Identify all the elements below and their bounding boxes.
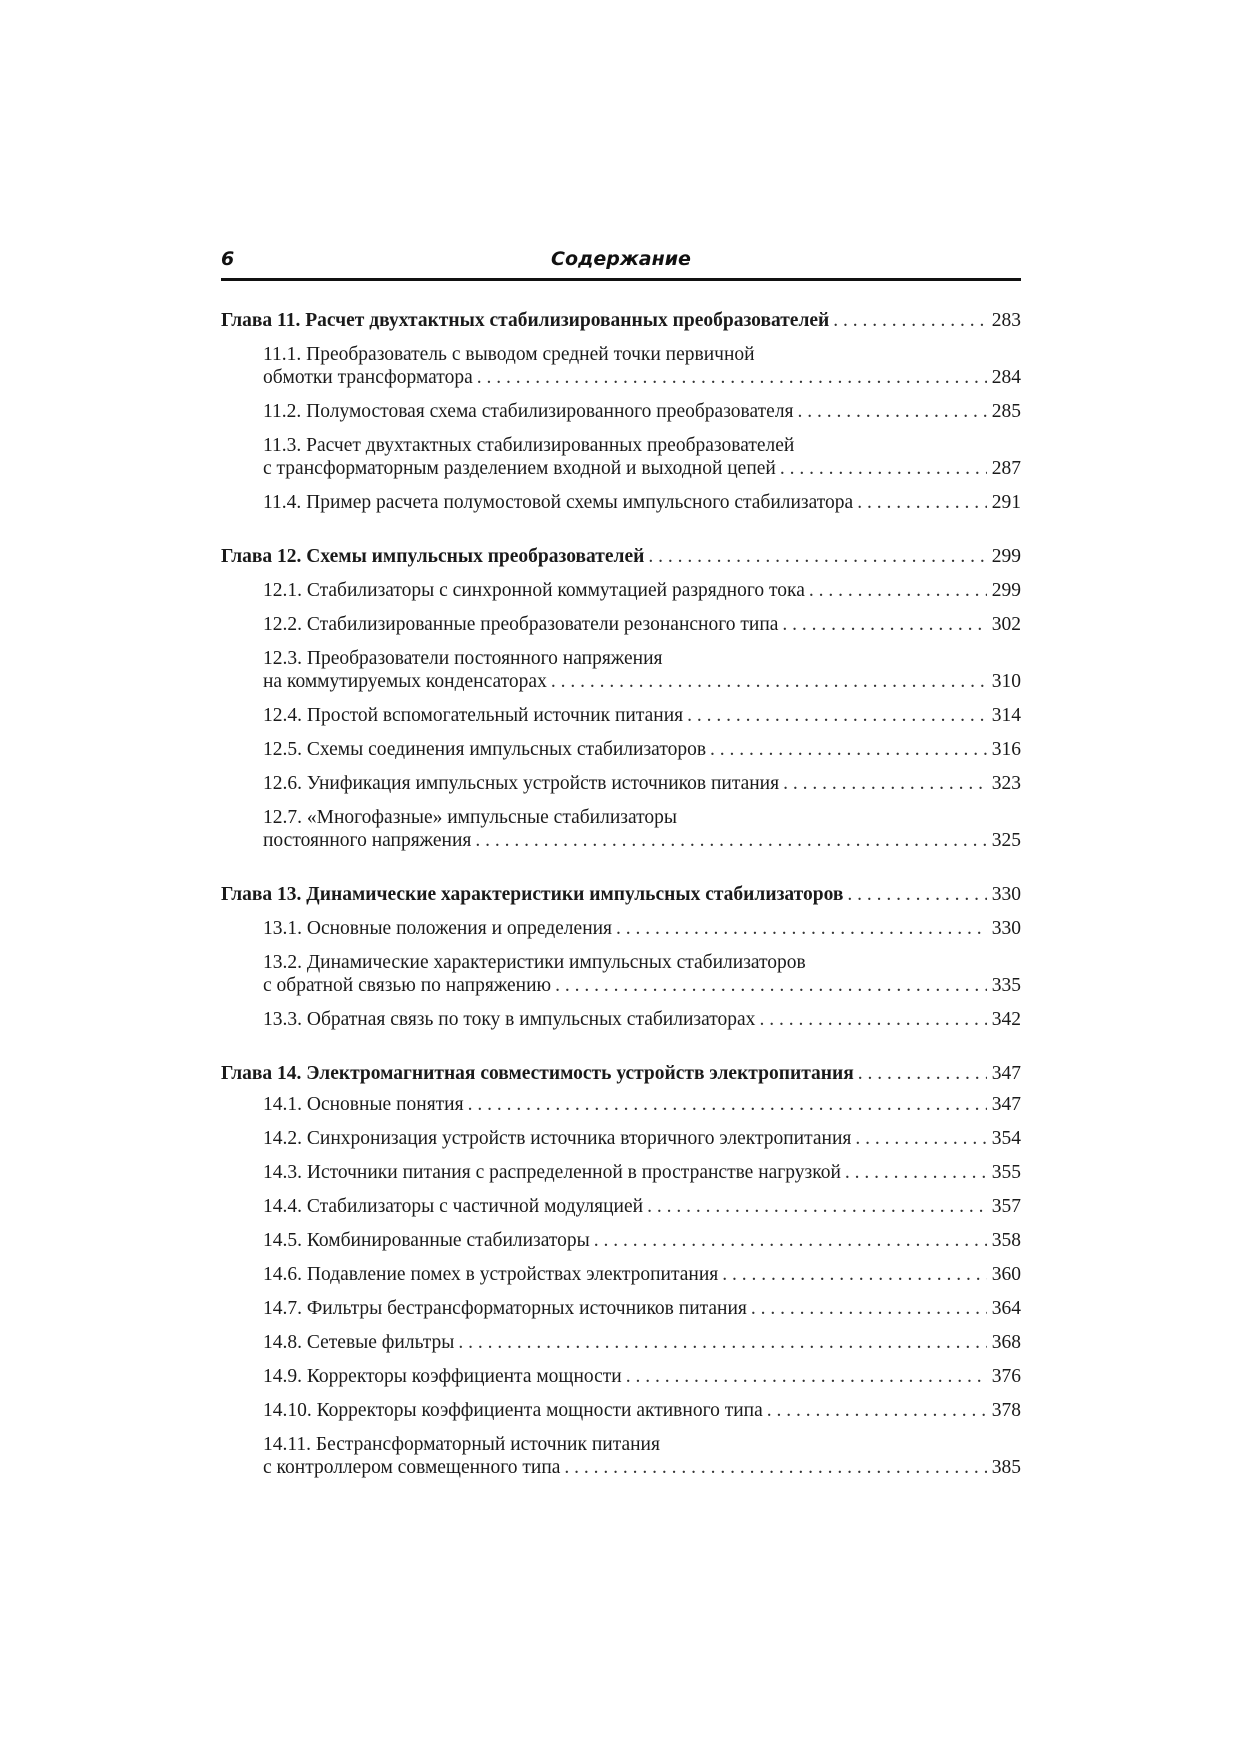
section-14-4: [263, 1195, 1021, 1218]
section-12-7-line1: 12.7. «Многофазные» импульсные стабилизаторы: [263, 807, 677, 828]
section-14-1-title: 14.1. Основные понятия: [263, 1094, 464, 1115]
section-11-3-line1: 11.3. Расчет двухтактных стабилизированных преобразователей: [263, 435, 795, 456]
section-11-2: [263, 400, 1021, 423]
section-14-9-page: 376: [991, 1366, 1021, 1387]
section-14-5: [263, 1229, 1021, 1252]
section-11-2-title: 11.2. Полумостовая схема стабилизированного преобразователя: [263, 401, 794, 422]
section-11-4-page: 291: [991, 492, 1021, 513]
chapter-12-group: [221, 545, 1021, 852]
section-13-3-title: 13.3. Обратная связь по току в импульсных стабилизаторах: [263, 1009, 756, 1030]
section-11-3: [263, 434, 1021, 480]
section-12-6: [263, 772, 1021, 795]
running-title: Содержание: [551, 248, 691, 270]
section-13-1: [263, 917, 1021, 940]
section-12-7-page: 325: [991, 830, 1021, 851]
section-11-1: [263, 343, 1021, 389]
chapter-13-page: 330: [991, 884, 1021, 905]
section-12-1-title: 12.1. Стабилизаторы с синхронной коммутацией разрядного тока: [263, 580, 805, 601]
dot-leader: [551, 670, 987, 693]
section-14-6-page: 360: [991, 1264, 1021, 1285]
section-14-9-title: 14.9. Корректоры коэффициента мощности: [263, 1366, 622, 1387]
section-12-4: [263, 704, 1021, 727]
section-14-10-page: 378: [991, 1400, 1021, 1421]
table-of-contents: [221, 309, 1021, 1510]
section-12-1: [263, 579, 1021, 602]
section-14-2: [263, 1127, 1021, 1150]
section-14-7: [263, 1297, 1021, 1320]
section-12-5-title: 12.5. Схемы соединения импульсных стабилизаторов: [263, 739, 707, 760]
section-12-3-line1: 12.3. Преобразователи постоянного напряжения: [263, 648, 663, 669]
section-11-3-line2: с трансформаторным разделением входной и выходной цепей: [263, 458, 776, 479]
chapter-13-entry: [221, 883, 1021, 906]
chapter-11-title: Глава 11. Расчет двухтактных стабилизированных преобразователей: [221, 310, 830, 331]
dot-leader: [722, 1263, 987, 1286]
dot-leader: [475, 829, 987, 852]
dot-leader: [759, 1008, 987, 1031]
section-14-6: [263, 1263, 1021, 1286]
section-14-5-page: 358: [991, 1230, 1021, 1251]
dot-leader: [751, 1297, 987, 1320]
section-13-1-page: 330: [991, 918, 1021, 939]
section-14-7-title: 14.7. Фильтры бестрансформаторных источников питания: [263, 1298, 747, 1319]
section-12-5-page: 316: [991, 739, 1021, 760]
chapter-14-page: 347: [991, 1063, 1021, 1084]
dot-leader: [767, 1399, 987, 1422]
section-12-2-page: 302: [991, 614, 1021, 635]
section-14-10: [263, 1399, 1021, 1422]
chapter-12-entry: [221, 545, 1021, 568]
section-11-1-line1: 11.1. Преобразователь с выводом средней точки первичной: [263, 344, 755, 365]
chapter-13-group: [221, 883, 1021, 1031]
section-14-3-page: 355: [991, 1162, 1021, 1183]
section-14-5-title: 14.5. Комбинированные стабилизаторы: [263, 1230, 590, 1251]
dot-leader: [647, 1195, 987, 1218]
section-14-2-page: 354: [991, 1128, 1021, 1149]
section-13-3-page: 342: [991, 1009, 1021, 1030]
section-14-8-page: 368: [991, 1332, 1021, 1353]
dot-leader: [555, 974, 987, 997]
dot-leader: [468, 1093, 987, 1116]
dot-leader: [833, 309, 987, 332]
dot-leader: [594, 1229, 987, 1252]
dot-leader: [857, 491, 987, 514]
section-14-6-title: 14.6. Подавление помех в устройствах электропитания: [263, 1264, 719, 1285]
section-14-11-page: 385: [991, 1457, 1021, 1478]
section-14-11-line1: 14.11. Бестрансформаторный источник питания: [263, 1434, 660, 1455]
dot-leader: [798, 400, 987, 423]
section-12-2: [263, 613, 1021, 636]
dot-leader: [845, 1161, 987, 1184]
chapter-12-title: Глава 12. Схемы импульсных преобразователей: [221, 546, 645, 567]
chapter-14-title: Глава 14. Электромагнитная совместимость устройств электропитания: [221, 1063, 854, 1084]
chapter-14-group: [221, 1062, 1021, 1479]
section-12-6-title: 12.6. Унификация импульсных устройств источников питания: [263, 773, 780, 794]
section-14-3-title: 14.3. Источники питания с распределенной в пространстве нагрузкой: [263, 1162, 841, 1183]
dot-leader: [648, 545, 987, 568]
chapter-11-page: 283: [991, 310, 1021, 331]
section-13-3: [263, 1008, 1021, 1031]
section-12-3-line2: на коммутируемых конденсаторах: [263, 671, 547, 692]
section-12-1-page: 299: [991, 580, 1021, 601]
dot-leader: [809, 579, 987, 602]
dot-leader: [782, 613, 987, 636]
section-14-7-page: 364: [991, 1298, 1021, 1319]
section-12-6-page: 323: [991, 773, 1021, 794]
dot-leader: [710, 738, 987, 761]
section-12-7: [263, 806, 1021, 852]
dot-leader: [780, 457, 987, 480]
section-14-11-line2: с контроллером совмещенного типа: [263, 1457, 561, 1478]
dot-leader: [847, 883, 987, 906]
dot-leader: [616, 917, 987, 940]
section-11-4: [263, 491, 1021, 514]
section-12-7-line2: постоянного напряжения: [263, 830, 472, 851]
dot-leader: [687, 704, 987, 727]
section-14-9: [263, 1365, 1021, 1388]
section-11-4-title: 11.4. Пример расчета полумостовой схемы импульсного стабилизатора: [263, 492, 854, 513]
section-14-11: [263, 1433, 1021, 1479]
section-14-3: [263, 1161, 1021, 1184]
section-11-3-page: 287: [991, 458, 1021, 479]
chapter-11-entry: [221, 309, 1021, 332]
section-14-8-title: 14.8. Сетевые фильтры: [263, 1332, 455, 1353]
dot-leader: [626, 1365, 987, 1388]
section-11-2-page: 285: [991, 401, 1021, 422]
section-14-8: [263, 1331, 1021, 1354]
section-13-1-title: 13.1. Основные положения и определения: [263, 918, 613, 939]
chapter-14-entry: [221, 1062, 1021, 1085]
dot-leader: [564, 1456, 987, 1479]
section-13-2-line2: с обратной связью по напряжению: [263, 975, 552, 996]
section-11-1-page: 284: [991, 367, 1021, 388]
section-12-4-title: 12.4. Простой вспомогательный источник питания: [263, 705, 684, 726]
section-12-2-title: 12.2. Стабилизированные преобразователи резонансного типа: [263, 614, 779, 635]
section-12-4-page: 314: [991, 705, 1021, 726]
section-14-4-page: 357: [991, 1196, 1021, 1217]
section-11-1-line2: обмотки трансформатора: [263, 367, 473, 388]
section-14-1: [263, 1093, 1021, 1116]
dot-leader: [477, 366, 987, 389]
dot-leader: [858, 1062, 987, 1085]
section-14-10-title: 14.10. Корректоры коэффициента мощности активного типа: [263, 1400, 763, 1421]
chapter-12-page: 299: [991, 546, 1021, 567]
section-14-1-page: 347: [991, 1094, 1021, 1115]
section-14-4-title: 14.4. Стабилизаторы с частичной модуляцией: [263, 1196, 644, 1217]
chapter-13-title: Глава 13. Динамические характеристики импульсных стабилизаторов: [221, 884, 844, 905]
chapter-11-group: [221, 309, 1021, 514]
section-13-2-line1: 13.2. Динамические характеристики импульсных стабилизаторов: [263, 952, 806, 973]
dot-leader: [458, 1331, 987, 1354]
running-head: [221, 244, 1021, 281]
section-14-2-title: 14.2. Синхронизация устройств источника вторичного электропитания: [263, 1128, 852, 1149]
section-12-3: [263, 647, 1021, 693]
section-12-3-page: 310: [991, 671, 1021, 692]
page-number: 6: [221, 248, 235, 270]
section-12-5: [263, 738, 1021, 761]
dot-leader: [783, 772, 987, 795]
dot-leader: [855, 1127, 987, 1150]
section-13-2: [263, 951, 1021, 997]
section-13-2-page: 335: [991, 975, 1021, 996]
